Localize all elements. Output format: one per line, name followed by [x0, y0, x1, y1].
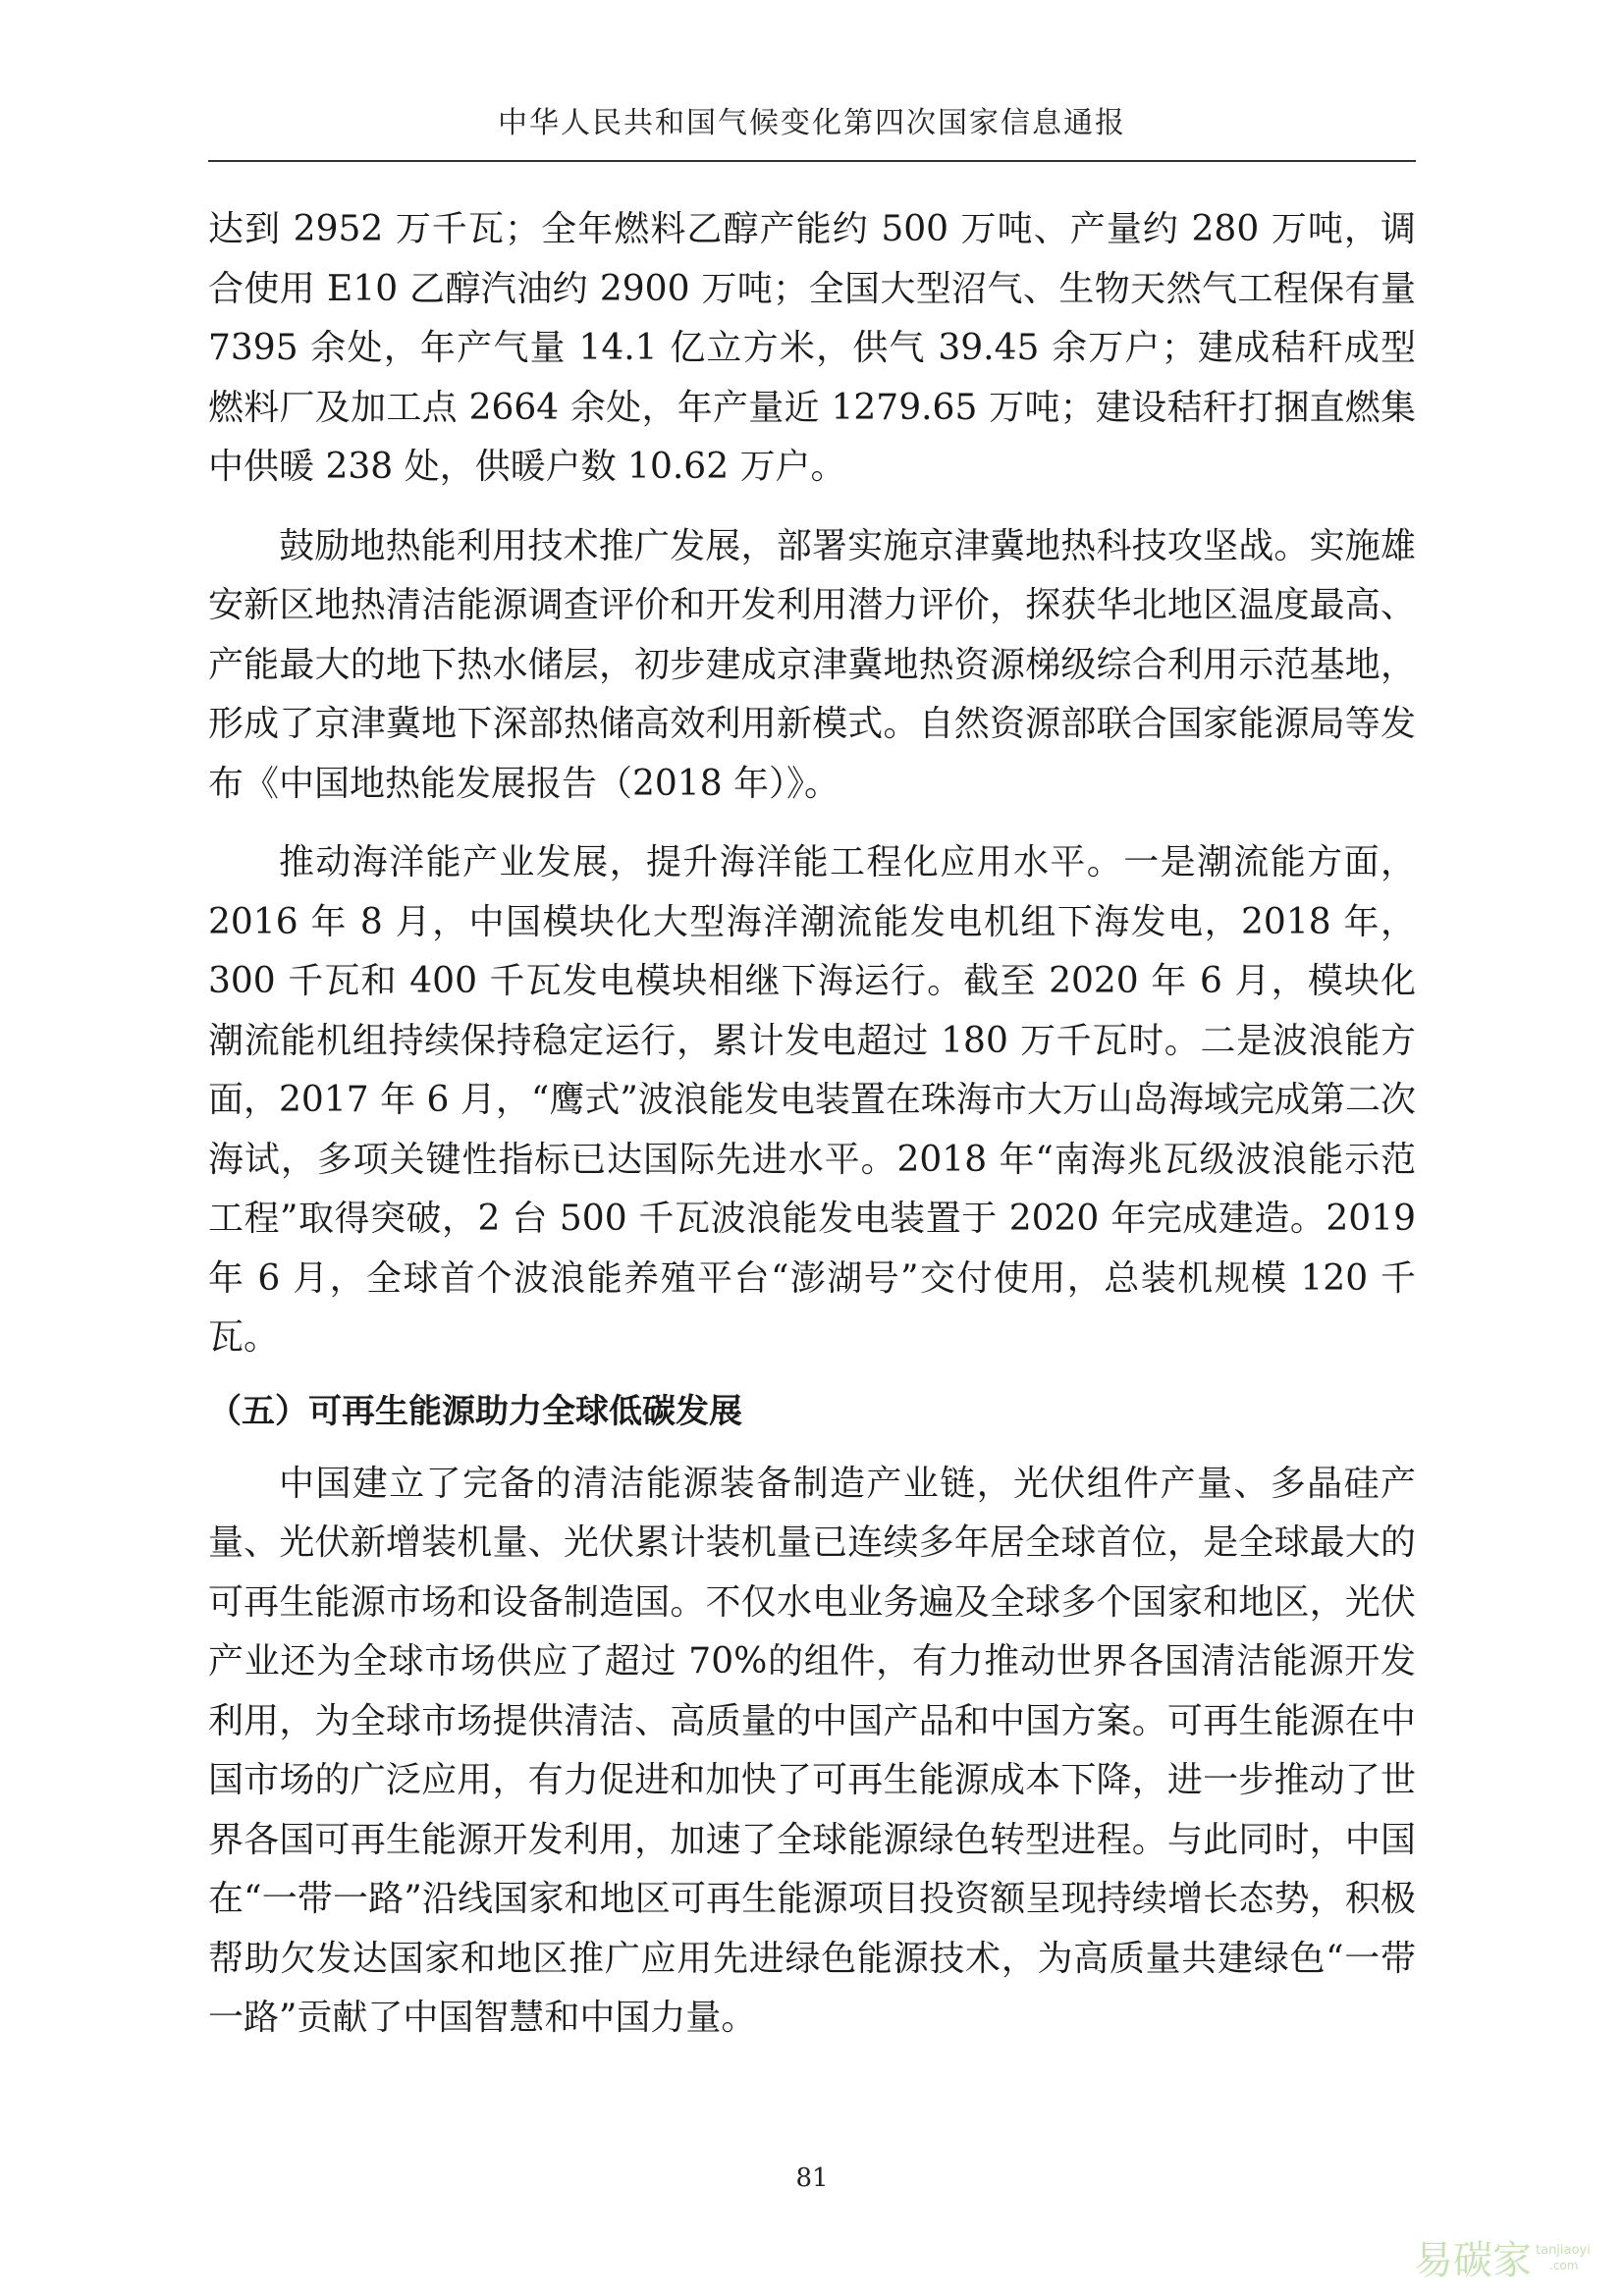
watermark-domain-top: tanjiaoyi — [1536, 2243, 1591, 2258]
watermark-brand-text: 易碳家 — [1414, 2238, 1532, 2283]
running-header: 中华人民共和国气候变化第四次国家信息通报 — [498, 106, 1126, 140]
watermark-logo-icon — [1414, 2234, 1600, 2283]
body-paragraph-geothermal: 鼓励地热能利用技术推广发展，部署实施京津冀地热科技攻坚战。实施雄安新区地热清洁能源调查评价和开发利用潜力评价，探获华北地区温度最高、产能最大的地下热水储层，初步建成京津冀地热资源梯级综合利用示范基地，形成了京津冀地下深部热储高效利用新模式。自然资源部联合国家能源局等发布《中国地热能发展报告（2018 年）》。 — [208, 525, 1416, 804]
page-number: 81 — [795, 2163, 829, 2193]
body-paragraph-global-contribution: 中国建立了完备的清洁能源装备制造产业链，光伏组件产量、多晶硅产量、光伏新增装机量、光伏累计装机量已连续多年居全球首位，是全球最大的可再生能源市场和设备制造国。不仅水电业务遍及全球多个国家和地区，光伏产业还为全球市场供应了超过 70%的组件，有力推动世界各国清洁能源开发利用，为全球市场提供清洁、高质量的中国产品和中国方案。可再生能源在中国市场的广泛应用，有力促进和加快了可再生能源成本下降，进一步推动了世界各国可再生能源开发利用，加速了全球能源绿色转型进程。与此同时，中国在“一带一路”沿线国家和地区可再生能源项目投资额呈现持续增长态势，积极帮助欠发达国家和地区推广应用先进绿色能源技术，为高质量共建绿色“一带一路”贡献了中国智慧和中国力量。 — [208, 1463, 1416, 2038]
watermark-logo — [1414, 2234, 1600, 2283]
header-divider — [208, 160, 1416, 162]
body-paragraph-ocean-energy: 推动海洋能产业发展，提升海洋能工程化应用水平。一是潮流能方面，2016 年 8 月，中国模块化大型海洋潮流能发电机组下海发电，2018 年，300 千瓦和 400 千瓦发电模块相继下海运行。截至 2020 年 6 月，模块化潮流能机组持续保持稳定运行，累计发电超过 180 万千瓦时。二是波浪能方面，2017 年 6 月，“鹰式”波浪能发电装置在珠海市大万山岛海域完成第二次海试，多项关键性指标已达国际先进水平。2018 年“南海兆瓦级波浪能示范工程”取得突破，2 台 500 千瓦波浪能发电装置于 2020 年完成建造。2019 年 6 月，全球首个波浪能养殖平台“澎湖号”交付使用，总装机规模 120 千瓦。 — [208, 842, 1416, 1358]
watermark-domain-bottom: .com — [1549, 2259, 1579, 2272]
section-heading: （五）可再生能源助力全球低碳发展 — [208, 1391, 742, 1431]
body-paragraph-continued: 达到 2952 万千瓦；全年燃料乙醇产能约 500 万吨、产量约 280 万吨，调合使用 E10 乙醇汽油约 2900 万吨；全国大型沼气、生物天然气工程保有量 7395 余处，年产气量 14.1 亿立方米，供气 39.45 余万户；建成秸秆成型燃料厂及加工点 2664 余处，年产量近 1279.65 万吨；建设秸秆打捆直燃集中供暖 238 处，供暖户数 10.62 万户。 — [208, 209, 1416, 487]
page-body — [208, 200, 1416, 2049]
